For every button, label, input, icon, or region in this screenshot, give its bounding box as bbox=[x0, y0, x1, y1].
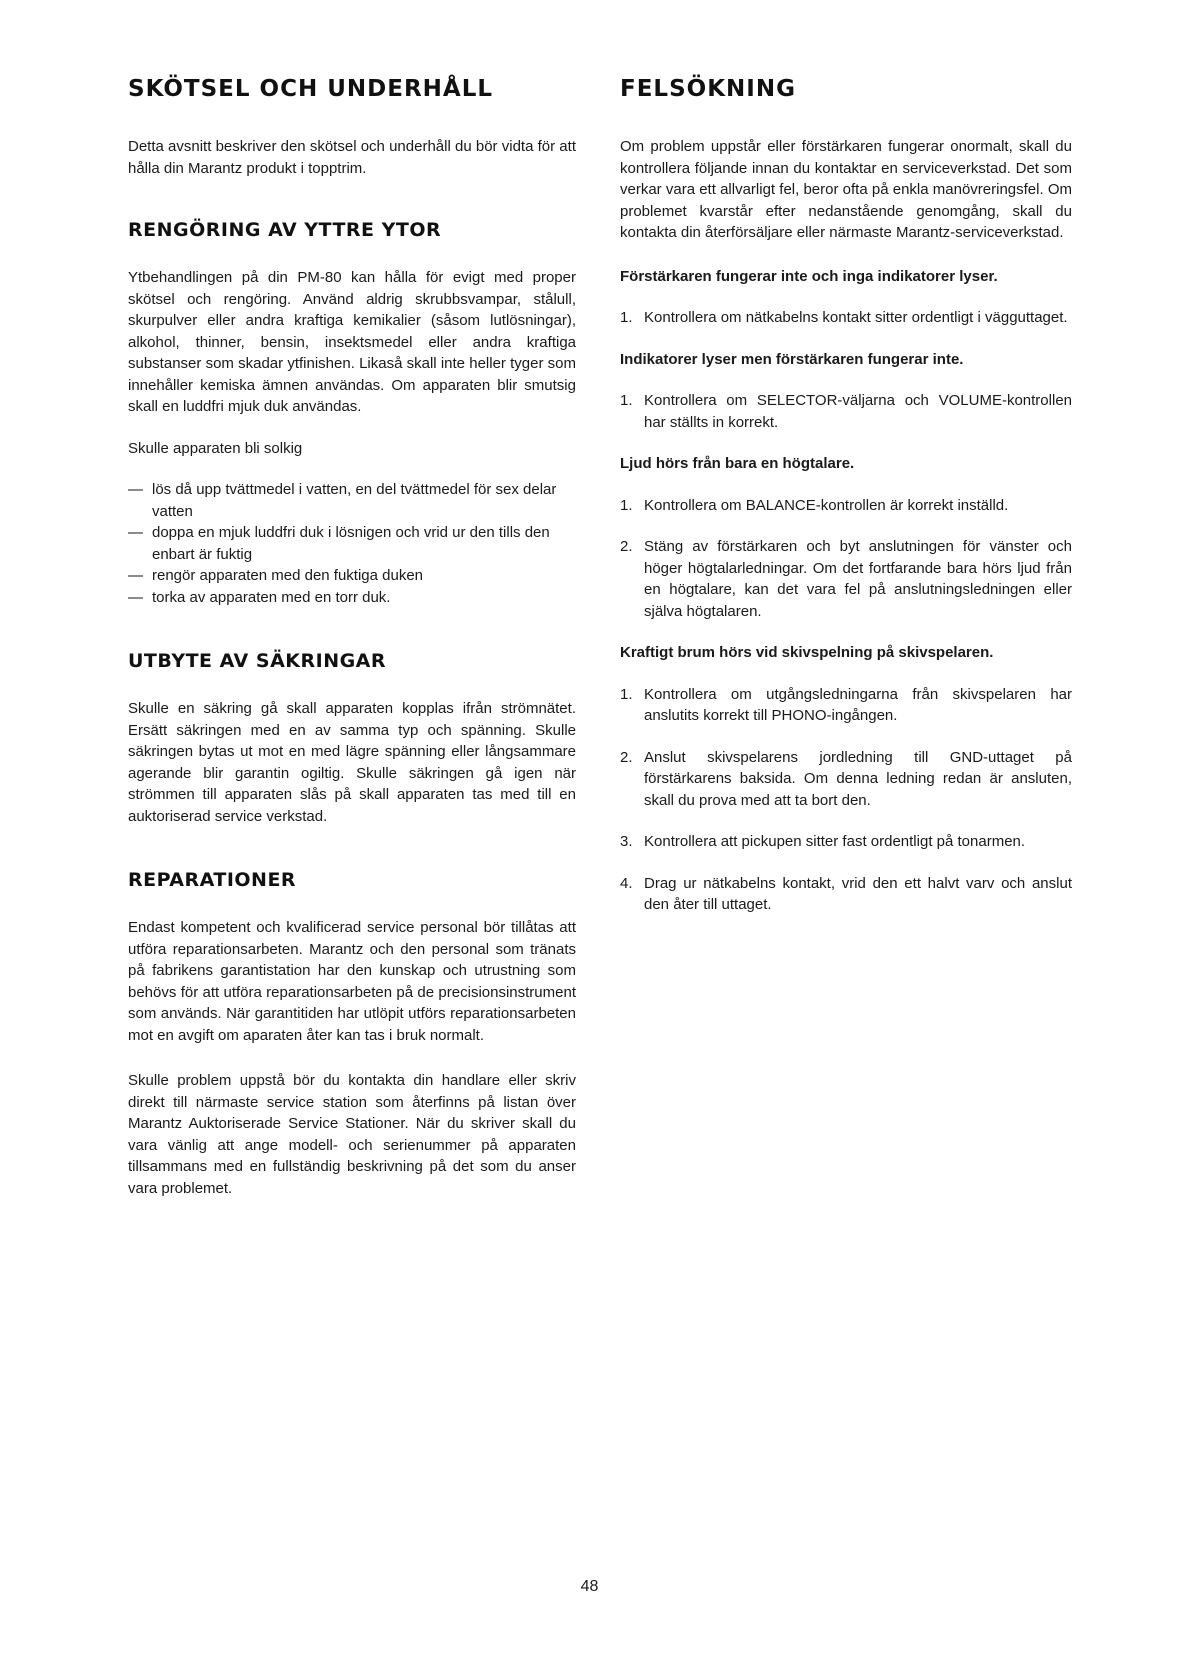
repairs-paragraph: Endast kompetent och kvalificerad service personal bör tillåtas att utföra reparationsarbeten. Marantz och den personal som tränats på fabrikens garantistation har den kunskap och utrustning som behövs för att utföra reparationsarbeten på de precisionsinstrument som används. När garantitiden har utlöpit utförs reparationsarbeten mot en avgift om aparaten åter kan tas i bruk normalt. bbox=[128, 919, 576, 1044]
list-item: — lös då upp tvättmedel i vatten, en del tvättmedel för sex delar vatten bbox=[128, 479, 576, 522]
list-item: — rengör apparaten med den fuktiga duken bbox=[128, 565, 576, 587]
list-item bbox=[620, 747, 1072, 812]
step-number: 2. bbox=[620, 538, 633, 555]
step-text: Kontrollera om BALANCE-kontrollen är korrekt inställd. bbox=[644, 496, 1009, 514]
list-item: — torka av apparaten med en torr duk. bbox=[128, 587, 576, 609]
problem-steps bbox=[620, 390, 1072, 433]
left-column bbox=[128, 76, 576, 1199]
list-item: — doppa en mjuk luddfri duk i lösnigen och vrid ur den tills den enbart är fuktig bbox=[128, 522, 576, 565]
page-number: 48 bbox=[580, 1578, 599, 1595]
step-text: Kontrollera om utgångsledningarna från skivspelaren har anslutits korrekt till PHONO-ingången. bbox=[644, 685, 1072, 724]
fuses-heading: UTBYTE AV SÄKRINGAR bbox=[128, 650, 387, 672]
step-number: 3. bbox=[620, 833, 633, 850]
list-item bbox=[620, 390, 1072, 433]
care-maintenance-title: SKÖTSEL OCH UNDERHÅLL bbox=[128, 76, 494, 102]
troubleshooting-title: FELSÖKNING bbox=[620, 76, 796, 102]
list-item bbox=[620, 307, 1072, 329]
cleaning-steps-list bbox=[128, 479, 576, 608]
problem-steps bbox=[620, 495, 1072, 623]
right-column bbox=[620, 76, 1072, 936]
cleaning-heading: RENGÖRING AV YTTRE YTOR bbox=[128, 219, 442, 241]
list-item bbox=[620, 536, 1072, 622]
step-number: 4. bbox=[620, 874, 633, 892]
step-text: Stäng av förstärkaren och byt anslutningen för vänster och höger högtalarledningar. Om det fortfarande bara hörs ljud från en högtalare, kan det vara fel på anslutningsledningen eller själva högtalaren. bbox=[644, 538, 1072, 620]
step-text: Anslut skivspelarens jordledning till GND-uttaget på förstärkarens baksida. Om denna ledning redan är ansluten, skall du prova med att ta bort den. bbox=[644, 748, 1072, 809]
step-text: Drag ur nätkabelns kontakt, vrid den ett halvt varv och anslut den åter till uttaget. bbox=[644, 874, 1072, 913]
fuses-paragraph: Skulle en säkring gå skall apparaten kopplas ifrån strömnätet. Ersätt säkringen med en av samma typ och spänning. Skulle säkringen bytas ut mot en med lägre spänning eller långsammare agerande blir garantin ogiltig. Skulle säkringen gå igen när strömmen till apparaten slås på skall apparaten tas med till en auktoriserad service verkstad. bbox=[128, 700, 576, 825]
step-number: 1. bbox=[620, 496, 633, 514]
step-number: 2. bbox=[620, 748, 633, 766]
step-text: Kontrollera att pickupen sitter fast ordentligt på tonarmen. bbox=[644, 833, 1026, 850]
list-item bbox=[620, 873, 1072, 916]
problem-heading: Ljud hörs från bara en högtalare. bbox=[620, 455, 855, 472]
step-number: 1. bbox=[620, 309, 633, 326]
problem-steps bbox=[620, 684, 1072, 916]
list-item bbox=[620, 831, 1072, 853]
step-number: 1. bbox=[620, 392, 633, 409]
list-item bbox=[620, 684, 1072, 727]
step-text: Kontrollera om SELECTOR-väljarna och VOLUME-kontrollen har ställts in korrekt. bbox=[644, 392, 1072, 431]
list-item bbox=[620, 495, 1072, 517]
problem-steps bbox=[620, 307, 1072, 329]
repairs-heading: REPARATIONER bbox=[128, 869, 297, 891]
problem-heading: Förstärkaren fungerar inte och inga indikatorer lyser. bbox=[620, 267, 998, 285]
troubleshooting-intro: Om problem uppstår eller förstärkaren fungerar onormalt, skall du kontrollera följande innan du kontaktar en serviceverkstad. Det som verkar vara ett allvarligt fel, beror ofta på enkla manövreringsfel. Om problemet kvarstår efter nedanstående genomgång, skall du kontakta din återförsäljare eller närmaste Marantz-serviceverkstad. bbox=[620, 138, 1072, 241]
step-number: 1. bbox=[620, 685, 633, 703]
care-intro: Detta avsnitt beskriver den skötsel och underhåll du bör vidta för att hålla din Marantz produkt i topptrim. bbox=[128, 138, 576, 177]
step-text: Kontrollera om nätkabelns kontakt sitter ordentligt i vägguttaget. bbox=[644, 309, 1068, 326]
problem-heading: Indikatorer lyser men förstärkaren fungerar inte. bbox=[620, 350, 964, 368]
repairs-contact-paragraph: Skulle problem uppstå bör du kontakta din handlare eller skriv direkt till närmaste service station som återfinns på listan över Marantz Auktoriserade Service Stationer. När du skriver skall du vara vänlig att ange modell- och serienummer på apparaten tillsammans med en fullständig beskrivning på det som du anser vara problemet. bbox=[128, 1072, 576, 1197]
cleaning-soiled-intro: Skulle apparaten bli solkig bbox=[128, 439, 303, 457]
problem-heading: Kraftigt brum hörs vid skivspelning på skivspelaren. bbox=[620, 644, 994, 661]
cleaning-paragraph: Ytbehandlingen på din PM-80 kan hålla för evigt med proper skötsel och rengöring. Använd aldrig skrubbsvampar, stålull, skurpulver eller andra kraftiga kemikalier (såsom lutlösningar), alkohol, thinner, bensin, insektsmedel eller andra kraftiga substanser som skadar ytfinishen. Likaså skall inte heller tyger som innehåller kemiska ämnen användas. Om apparaten blir smutsig skall en luddfri mjuk duk användas. bbox=[128, 269, 576, 415]
